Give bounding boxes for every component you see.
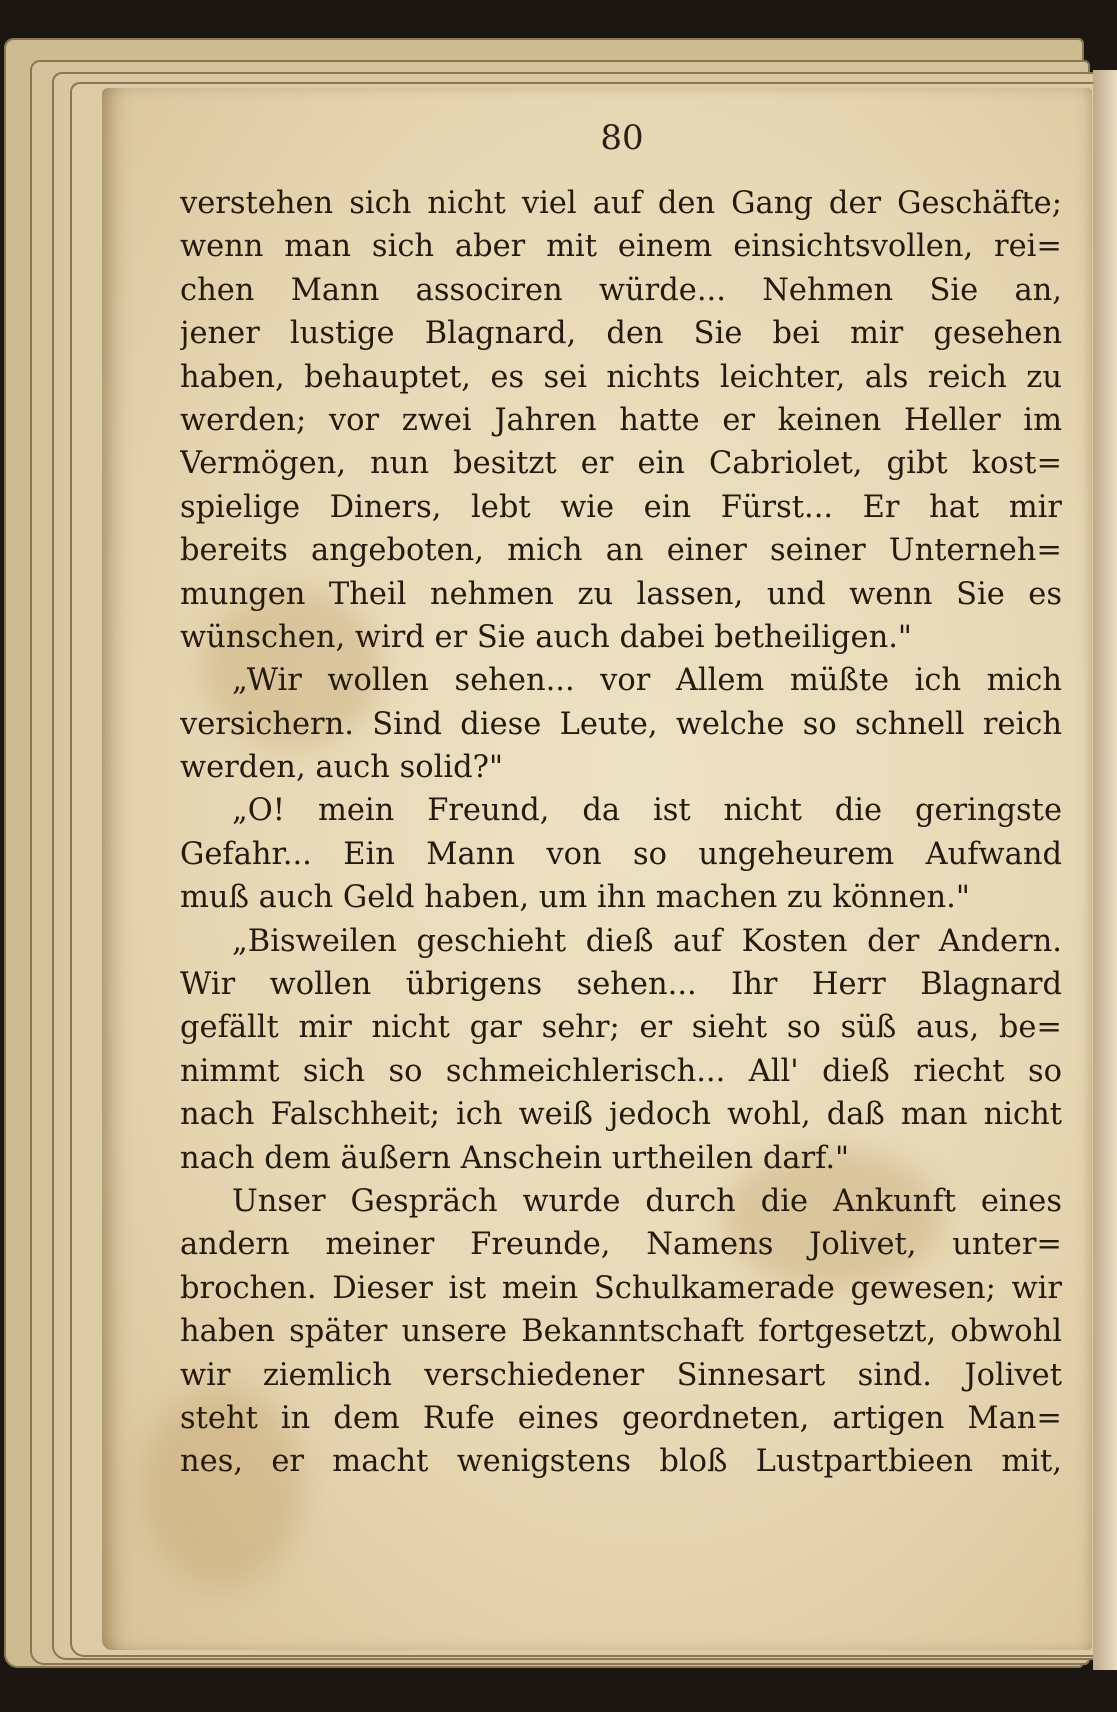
text-line: Wir wollen übrigens sehen... Ihr Herr Blagnard [180,967,1062,1003]
text-line: wünschen, wird er Sie auch dabei betheiligen." [180,619,912,655]
text-line: muß auch Geld haben, um ihn machen zu können." [180,880,970,916]
text-line: nach Falschheit; ich weiß jedoch wohl, daß man nicht [180,1097,1062,1133]
text-line: wir ziemlich verschiedener Sinnesart sind. Jolivet [180,1357,1062,1393]
text-line: jener lustige Blagnard, den Sie bei mir gesehen [180,316,1062,352]
text-line: Gefahr... Ein Mann von so ungeheurem Aufwand [180,836,1062,872]
text-line: mungen Theil nehmen zu lassen, und wenn Sie es [180,576,1062,612]
text-line: steht in dem Rufe eines geordneten, artigen Man= [180,1400,1062,1436]
text-line: „O! mein Freund, da ist nicht die geringste [232,793,1062,829]
text-line: Vermögen, nun besitzt er ein Cabriolet, gibt kost= [180,446,1062,482]
text-line: nes, er macht wenigstens bloß Lustpartbieen mit, [180,1444,1062,1480]
body-text [180,182,1062,1484]
text-line: nimmt sich so schmeichlerisch... All' dieß riecht so [180,1053,1062,1089]
text-line: haben später unsere Bekanntschaft fortgesetzt, obwohl [180,1314,1062,1350]
text-line: wenn man sich aber mit einem einsichtsvollen, rei= [180,229,1062,265]
text-line: werden; vor zwei Jahren hatte er keinen Heller im [180,402,1062,438]
text-line: bereits angeboten, mich an einer seiner Unterneh= [180,533,1062,569]
book-spine [1093,70,1117,1670]
text-line: spielige Diners, lebt wie ein Fürst... Er hat mir [180,489,1062,525]
text-line: versichern. Sind diese Leute, welche so schnell reich [180,706,1062,742]
text-line: andern meiner Freunde, Namens Jolivet, unter= [180,1227,1062,1263]
text-line: gefällt mir nicht gar sehr; er sieht so süß aus, be= [180,1010,1062,1046]
text-line: haben, behauptet, es sei nichts leichter, als reich zu [180,359,1062,395]
text-line: „Wir wollen sehen... vor Allem müßte ich mich [232,663,1062,699]
text-line: Unser Gespräch wurde durch die Ankunft eines [232,1183,1062,1219]
text-line: verstehen sich nicht viel auf den Gang der Geschäfte; [180,186,1062,221]
text-line: werden, auch solid?" [180,750,504,786]
text-line: chen Mann associren würde... Nehmen Sie an, [180,272,1062,308]
page-number: 80 [600,118,644,158]
text-line: nach dem äußern Anschein urtheilen darf." [180,1140,850,1176]
text-line: brochen. Dieser ist mein Schulkamerade gewesen; wir [180,1270,1062,1306]
text-line: „Bisweilen geschieht dieß auf Kosten der Andern. [232,923,1062,959]
